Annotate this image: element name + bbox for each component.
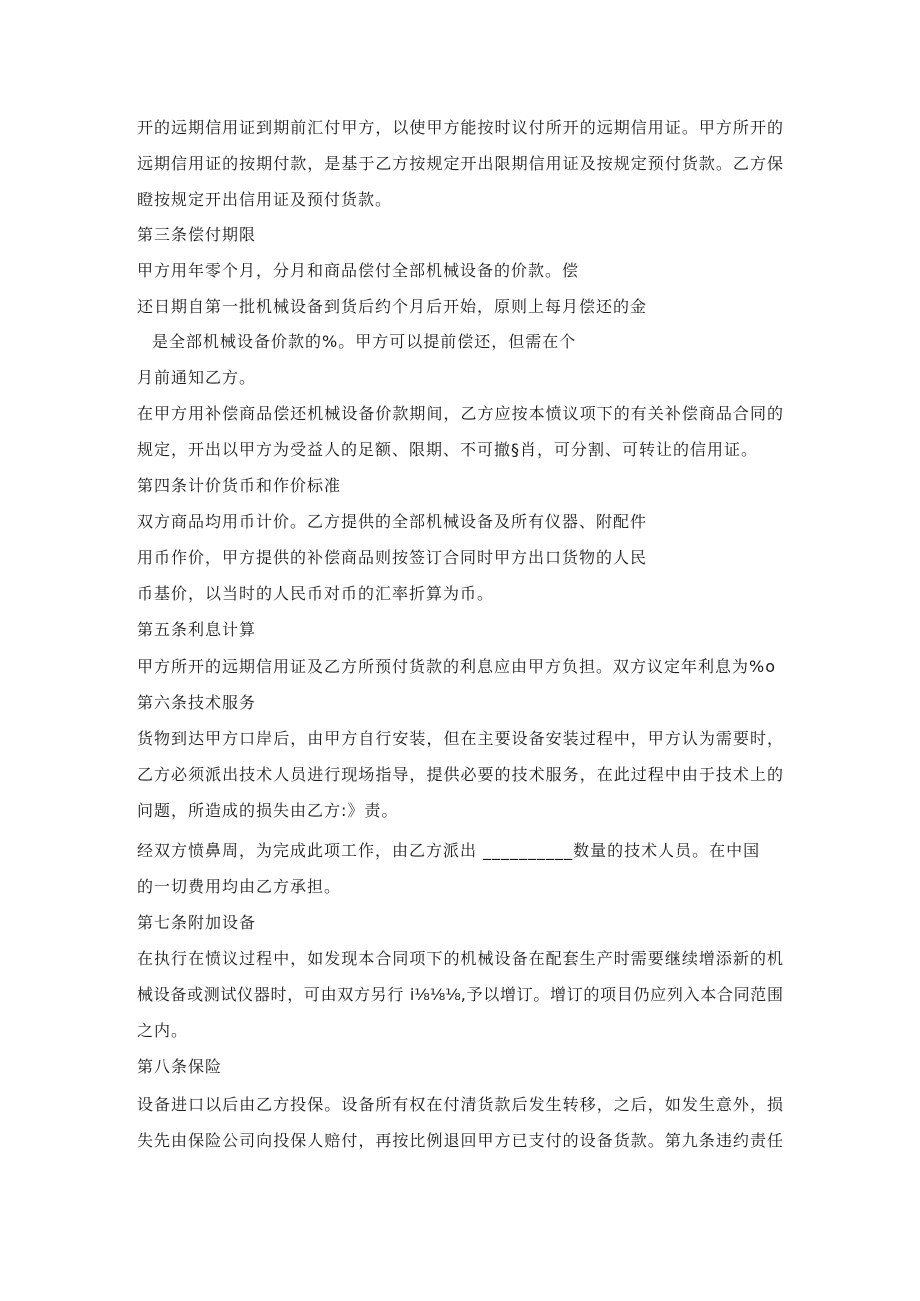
body-line: 用币作价，甲方提供的补偿商品则按签订合同时甲方出口货物的人民 (137, 548, 648, 567)
body-line: 在甲方用补偿商品偿还机械设备价款期间，乙方应按本愤议项下的有关补偿商品合同的 (137, 404, 783, 423)
body-line: 双方商品均用币计价。乙方提供的全部机械设备及所有仪器、附配件 (137, 512, 648, 531)
body-line: 乙方必须派出技术人员进行现场指导，提供必要的技术服务，在此过程中由于技术上的 (137, 765, 783, 784)
body-line: 经双方愤鼻周，为完成此项工作，由乙方派出 __________数量的技术人员。在中国 (137, 841, 761, 860)
section-heading: 第七条附加设备 (137, 913, 257, 932)
section-heading: 第六条技术服务 (137, 693, 257, 712)
body-line: 问题，所造成的损失由乙方:》责。 (137, 801, 399, 820)
section-heading: 第八条保险 (137, 1057, 223, 1076)
section-heading: 第三条偿付期限 (137, 225, 257, 244)
section-heading: 第四条计价货币和作价标准 (137, 476, 342, 495)
body-line: 规定，开出以甲方为受益人的足额、限期、不可撤§肖，可分割、可转让的信用证。 (137, 440, 759, 459)
body-line: 远期信用证的按期付款，是基于乙方按规定开出限期信用证及按规定预付货款。乙方保 (137, 154, 783, 173)
body-line: 是全部机械设备价款的%。甲方可以提前偿还，但需在个 (152, 332, 577, 351)
section-heading: 第五条利息计算 (137, 620, 257, 639)
body-line: 的一切费用均由乙方承担。 (137, 877, 342, 896)
body-line: 甲方所开的远期信用证及乙方所预付货款的利息应由甲方负担。双方议定年利息为%o (137, 657, 776, 676)
body-line: 械设备或测试仪器时，可由双方另行 i⅛⅛⅛,予以增订。增订的项目仍应列入本合同范围 (137, 985, 783, 1004)
body-line: 开的远期信用证到期前汇付甲方，以使甲方能按时议付所开的远期信用证。甲方所开的 (137, 118, 783, 137)
body-line: 在执行在愤议过程中，如发现本合同项下的机械设备在配套生产时需要继续增添新的机 (137, 949, 783, 968)
body-line: 还日期自第一批机械设备到货后约个月后开始，原则上每月偿还的金 (137, 297, 648, 316)
body-line: 甲方用年零个月，分月和商品偿付全部机械设备的价款。偿 (137, 261, 580, 280)
body-line: 月前通知乙方。 (137, 368, 257, 387)
body-line: 失先由保险公司向投保人赔付，再按比例退回甲方已支付的设备货款。第九条违约责任 (137, 1131, 783, 1150)
body-line: 之内。 (137, 1021, 189, 1040)
body-line: 货物到达甲方口岸后，由甲方自行安装，但在主要设备安装过程中，甲方认为需要时， (137, 729, 783, 748)
body-line: 币基价，以当时的人民币对币的汇率折算为币。 (137, 584, 495, 603)
body-line: 设备进口以后由乙方投保。设备所有权在付清货款后发生转移，之后，如发生意外，损 (137, 1095, 783, 1114)
body-line: 瞪按规定开出信用证及预付货款。 (137, 190, 393, 209)
